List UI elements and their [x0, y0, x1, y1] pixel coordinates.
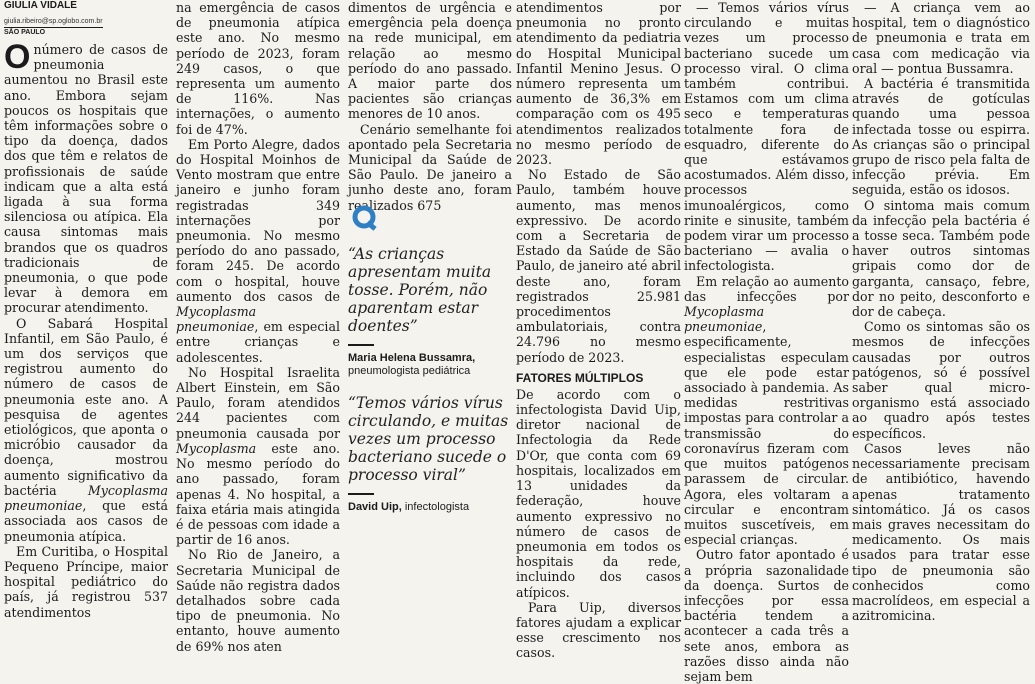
paragraph: dimentos de urgência e emergência pela doença na rede municipal, em relação ao mesmo período do ano passado. A maior parte dos pacientes são crianças menores de 10 anos.	[348, 0, 512, 122]
paragraph: atendimentos por pneumonia no pronto atendimento da pediatria do Hospital Municipal Infantil Menino Jesus. O número representa um aumento de 36,3% em comparação com os 495 atendimentos realizados no mesmo período de 2023.	[516, 0, 681, 168]
paragraph-text: No Hospital Israelita Albert Einstein, em São Paulo, foram atendidos 244 pacientes com pneumonia causada por	[176, 364, 340, 441]
drop-cap: O	[4, 38, 31, 76]
dateline-city: SÃO PAULO	[4, 29, 46, 36]
paragraph	[176, 365, 340, 547]
paragraph: O sintoma mais comum da infecção pela bactéria é a tosse seca. Também pode haver outros sintomas gripais como dor de garganta, cansaço, febre, dor no peito, desconforto e dor de cabeça.	[852, 197, 1030, 320]
species-name: Mycoplasma	[176, 440, 257, 456]
paragraph-text: Em Porto Alegre, dados do Hospital Moinhos de Vento mostram que entre janeiro e junho foram registradas 349 internações por pneumonia. No mesmo período do ano passado, foram 245. De acordo com o hospital, houve aumento dos casos de	[176, 136, 340, 304]
paragraph-text: , que está associada aos casos de pneumonia atípica.	[4, 498, 168, 544]
paragraph: De acordo com o infectologista David Uip, diretor nacional de Infectologia da Rede D'Or, que conta com 69 hospitais, localizados em 13 unidades da federação, houve aumento expressivo no número de casos de pneumonia em todos os hospitais da rede, incluindo dos casos atípicos.	[516, 386, 681, 600]
quote-divider	[348, 493, 374, 495]
quote-role: pneumologista pediátrica	[348, 365, 471, 377]
paragraph: na emergência de casos de pneumonia atípica este ano. No mesmo período de 2023, foram 249 casos, o que representa um aumento de 116%. Nas internações, o aumento foi de 47%.	[176, 0, 340, 137]
pull-quotes	[348, 205, 512, 530]
article-column-1	[4, 0, 168, 620]
author-email[interactable]: giulia.ribeiro@sp.oglobo.com.br	[4, 17, 103, 28]
quote-role: infectologista	[401, 501, 470, 513]
paragraph	[176, 137, 340, 365]
quote-attribution	[348, 501, 512, 514]
paragraph: A bactéria é transmitida através de gotículas quando uma pessoa infectada tosse ou espirra. As crianças são o principal grupo de risco pela falta de infecção prévia. Em seguida, estão os idosos.	[852, 76, 1030, 198]
lead-paragraph	[4, 38, 168, 316]
article-column-5	[684, 0, 849, 684]
paragraph-text: O Sabará Hospital Infantil, em São Paulo, é um dos serviços que registrou aumento do número de casos de pneumonia este ano. A pesquisa de agentes etiológicos, que aponta o micróbio causador da doença, mostrou aumento significativo da bactéria	[4, 315, 168, 498]
pull-quote-text: “As crianças apresentam muita tosse. Porém, não aparentam estar doentes”	[348, 245, 492, 335]
paragraph	[4, 316, 168, 544]
paragraph: Casos leves não necessariamente precisam de antibiótico, havendo apenas tratamento sintomático. Já os casos mais graves necessitam do medicamento. Os mais usados para tratar esse tipo de pneumonia são conhecidos como macrolídeos, em especial a azitromicina.	[852, 440, 1030, 624]
paragraph: Para Uip, diversos fatores ajudam a explicar esse crescimento nos casos.	[516, 599, 681, 661]
paragraph: Em Curitiba, o Hospital Pequeno Príncipe, maior hospital pediátrico do país, já registrou 537 atendimentos	[4, 543, 168, 620]
quote-divider	[348, 344, 374, 346]
paragraph: Como os sintomas são os mesmos de infecções causadas por outros patógenos, só é possível saber qual micro-organismo está associado ao quadro após testes específicos.	[852, 319, 1030, 441]
species-name: Mycoplasma pneumoniae	[684, 304, 765, 335]
author-name: GIULIA VIDALE	[4, 0, 77, 11]
byline	[4, 0, 168, 38]
paragraph: Cenário semelhante foi apontado pela Secretaria Municipal da Saúde de São Paulo. De janeiro a junho deste ano, foram realizados 675	[348, 121, 512, 213]
pull-quote-text: “Temos vários vírus circulando, e muitas vezes um processo bacteriano sucede o processo viral”	[348, 394, 509, 484]
paragraph	[684, 274, 849, 548]
section-subheading: FATORES MÚLTIPLOS	[516, 370, 644, 385]
lead-text: número de casos de pneumonia aumentou no Brasil este ano. Embora sejam poucos os hospitais que têm informações sobre o tipo da doença, dados dos que têm e relatos de profissionais de saúde indicam que a alta está ligada à sua forma silenciosa ou atípica. Ela causa sintomas mais brandos que os quadros tradicionais de pneumonia, o que pode levar à demora em procurar atendimento.	[4, 42, 168, 316]
article-column-4	[516, 0, 681, 661]
species-name: Mycoplasma pneumoniae	[176, 304, 257, 335]
paragraph: — Temos vários vírus circulando e muitas vezes um processo bacteriano sucede um processo viral. O clima também contribui. Estamos com um clima seco e temperaturas totalmente fora de esquadro, diferente do que estávamos acostumados. Além disso, processos imunoalérgicos, como rinite e sinusite, também podem virar um processo bacteriano — avalia o infectologista.	[684, 0, 849, 274]
quote-q-icon	[352, 205, 378, 231]
paragraph: No Rio de Janeiro, a Secretaria Municipal de Saúde não registra dados detalhados sobre cada tipo de pneumonia. No entanto, houve aumento de 69% nos aten	[176, 547, 340, 654]
paragraph: Outro fator apontado é a própria sazonalidade da doença. Surtos de infecções por essa bactéria tendem a acontecer a cada três a sete anos, embora as razões disso ainda não sejam bem	[684, 547, 849, 684]
article-column-2	[176, 0, 340, 654]
quote-attribution	[348, 352, 512, 378]
paragraph: No Estado de São Paulo, também houve aumento, mas menos expressivo. De acordo com a Secretaria de Estado da Saúde de São Paulo, de janeiro até abril deste ano, foram registrados 25.981 procedimentos ambulatoriais, contra 24.796 no mesmo período de 2023.	[516, 167, 681, 365]
paragraph-text: este ano. No mesmo período do ano passado, foram apenas 4. No hospital, a faixa etária mais atingida é de pessoas com idade a partir de 16 anos.	[176, 440, 340, 548]
quote-author: David Uip,	[348, 501, 402, 513]
paragraph-text: , em especial entre crianças e adolescentes.	[176, 319, 340, 365]
quote-author: Maria Helena Bussamra,	[348, 352, 476, 364]
species-name: Mycoplasma pneumoniae	[4, 482, 168, 514]
paragraph-text: Em relação ao aumento das infecções por	[684, 273, 849, 304]
paragraph: — A criança vem ao hospital, tem o diagnóstico de pneumonia e trata em casa com medicação via oral — pontua Bussamra.	[852, 0, 1030, 76]
article-column-6	[852, 0, 1030, 624]
paragraph-text: , especificamente, especialistas especulam que ele pode estar associado à pandemia. As medidas restritivas impostas para controlar a transmissão do coronavírus fizeram com que muitos patógenos parassem de circular. Agora, eles voltaram a circular e encontram muitos suscetíveis, em especial crianças.	[684, 319, 849, 548]
